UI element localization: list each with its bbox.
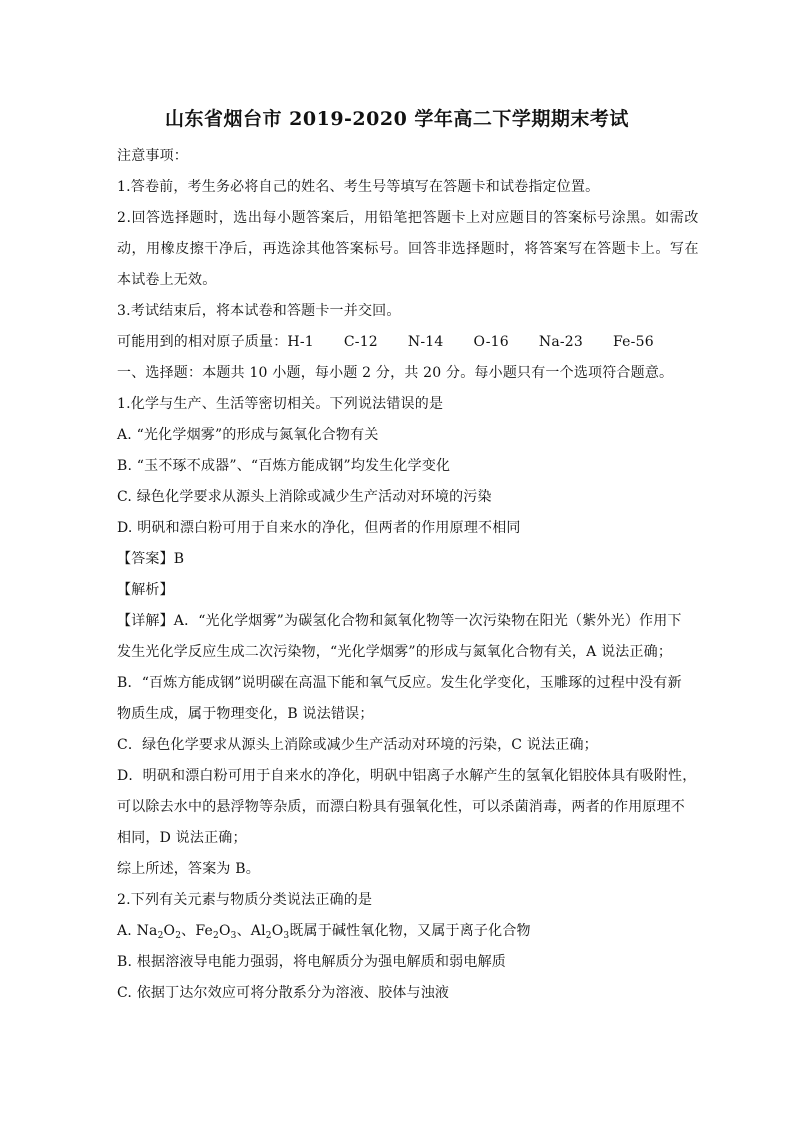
q1-analysis-label: 【解析】: [117, 582, 174, 598]
subscript: 2: [175, 931, 182, 941]
q1-detail-line-5: C．绿色化学要求从源头上消除或减少生产活动对环境的污染，C 说法正确；: [117, 737, 598, 753]
atomic-mass-item: C-12: [343, 334, 378, 350]
formula-text: O: [163, 923, 176, 939]
formula-text: 、Fe: [181, 923, 214, 939]
q1-detail-line-6: D．明矾和漂白粉可用于自来水的净化，明矾中铝离子水解产生的氢氧化铝胶体具有吸附性，: [117, 768, 697, 784]
q2-stem: 2.下列有关元素与物质分类说法正确的是: [117, 892, 373, 908]
q1-detail-line-7: 可以除去水中的悬浮物等杂质，而漂白粉具有强氧化性，可以杀菌消毒，两者的作用原理不: [117, 799, 685, 815]
q1-detail-line-2: 发生光化学反应生成二次污染物，“光化学烟雾”的形成与氮氧化合物有关，A 说法正确；: [117, 644, 673, 660]
note-2-line-3: 本试卷上无效。: [117, 272, 217, 288]
subscript: 2: [157, 931, 164, 941]
formula-text: O: [271, 923, 284, 939]
formula-text: O: [218, 923, 231, 939]
q1-detail-line-4: 物质生成，属于物理变化，B 说法错误；: [117, 706, 374, 722]
atomic-mass-item: Fe-56: [613, 334, 654, 350]
q1-detail-line-1: 【详解】A．“光化学烟雾”为碳氢化合物和氮氧化物等一次污染物在阳光（紫外光）作用下: [117, 613, 682, 629]
note-2-line-2: 动，用橡皮擦干净后，再选涂其他答案标号。回答非选择题时，将答案写在答题卡上。写在: [117, 241, 699, 257]
q2-option-a: [117, 921, 531, 941]
atomic-mass-item: Na-23: [538, 334, 584, 350]
notes-heading: 注意事项：: [117, 148, 188, 164]
q1-detail-line-8: 相同，D 说法正确；: [117, 830, 247, 846]
q1-option-c: C. 绿色化学要求从源头上消除或减少生产活动对环境的污染: [117, 489, 492, 505]
q1-stem: 1.化学与生产、生活等密切相关。下列说法错误的是: [117, 396, 444, 412]
q2-option-b: B. 根据溶液导电能力强弱，将电解质分为强电解质和弱电解质: [117, 954, 506, 970]
q1-summary: 综上所述，答案为 B。: [117, 861, 260, 877]
q2-option-c: C. 依据丁达尔效应可将分散系分为溶液、胶体与浊液: [117, 985, 450, 1001]
q2-option-a-text: A. Na: [117, 923, 158, 939]
note-3: 3.考试结束后，将本试卷和答题卡一并交回。: [117, 303, 401, 319]
section-1-heading: 一、选择题：本题共 10 小题，每小题 2 分，共 20 分。每小题只有一个选项符合题意。: [117, 365, 674, 381]
atomic-mass-item: H-1: [287, 334, 314, 350]
q1-option-b: B. “玉不琢不成器”、“百炼方能成钢”均发生化学变化: [117, 458, 451, 474]
q1-option-d: D. 明矾和漂白粉可用于自来水的净化，但两者的作用原理不相同: [117, 520, 521, 536]
note-1: 1.答卷前，考生务必将自己的姓名、考生号等填写在答题卡和试卷指定位置。: [117, 179, 600, 195]
atomic-mass-item: N-14: [407, 334, 444, 350]
q1-answer: 【答案】B: [117, 551, 185, 567]
formula-text: 、Al: [236, 923, 266, 939]
subscript: 2: [213, 931, 219, 941]
note-2-line-1: 2.回答选择题时，选出每小题答案后，用铅笔把答题卡上对应题目的答案标号涂黑。如需改: [117, 210, 699, 226]
atomic-masses-label: 可能用到的相对原子质量：: [117, 334, 288, 350]
atomic-masses: [117, 332, 654, 352]
q1-option-a: A. “光化学烟雾”的形成与氮氧化合物有关: [117, 427, 379, 443]
atomic-mass-item: O-16: [473, 334, 509, 350]
page-title: 山东省烟台市 2019-2020 学年高二下学期期末考试: [165, 108, 629, 130]
q2-option-a-suffix: 既属于碱性氧化物，又属于离子化合物: [289, 923, 531, 939]
subscript: 2: [265, 931, 272, 941]
subscript: 3: [230, 931, 237, 941]
subscript: 3: [283, 931, 290, 941]
q1-detail-line-3: B．“百炼方能成钢”说明碳在高温下能和氧气反应。发生化学变化，玉雕琢的过程中没有新: [117, 675, 682, 691]
